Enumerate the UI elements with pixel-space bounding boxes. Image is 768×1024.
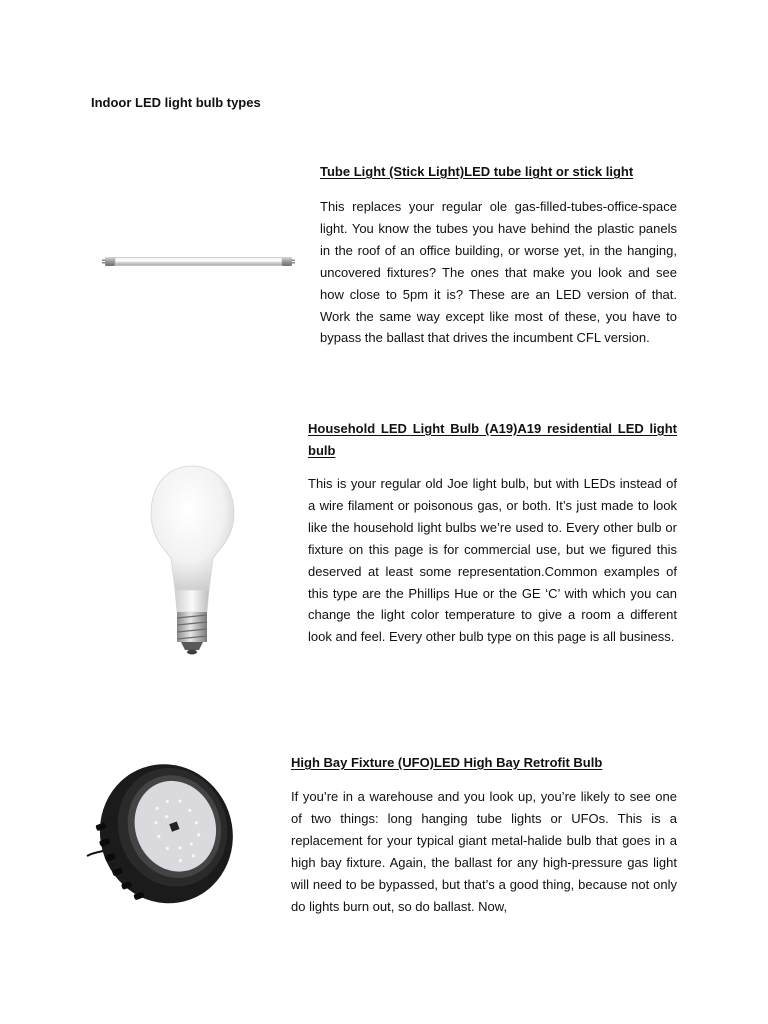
a19-household-bulb-image (145, 462, 240, 658)
section-heading-household-bulb: Household LED Light Bulb (A19)A19 residential LED light bulb (308, 421, 677, 458)
section-heading-high-bay: High Bay Fixture (UFO)LED High Bay Retrofit Bulb (291, 755, 603, 770)
section-body-high-bay: If you’re in a warehouse and you look up, you’re likely to see one of two things: long hanging tube lights or UFOs. This is a replacement for your typical giant metal-halide bulb that goes in a high bay fixture. Again, the ballast for any high-pressure gas light will need to be bypassed, but that’s a good thing, because not only do lights burn out, so do ballast. Now, (291, 789, 677, 914)
section-body-household-bulb: This is your regular old Joe light bulb, but with LEDs instead of a wire filament or poisonous gas, or both. It’s just made to look like the household light bulbs we’re used to. Every other bulb or fixture on this page is for commercial use, but we figured this deserved at least some representation.Common examples of this type are the Phillips Hue or the GE ‘C’ with which you can change the light color temperature to give a room a different look and feel. Every other bulb type on this page is all business. (308, 476, 677, 645)
section-body-tube-light: This replaces your regular ole gas-filled-tubes-office-space light. You know the tubes you have behind the plastic panels in the roof of an office building, or worse yet, in the hanging, uncovered fixtures? The ones that make you look and see how close to 5pm it is? These are an LED version of that. Work the same way except like most of these, you have to bypass the ballast that drives the incumbent CFL version. (320, 199, 677, 346)
ufo-high-bay-fixture-image (85, 752, 245, 907)
page-title: Indoor LED light bulb types (91, 95, 261, 110)
section-heading-tube-light: Tube Light (Stick Light)LED tube light or stick light (320, 164, 634, 179)
led-tube-light-image (100, 250, 296, 272)
